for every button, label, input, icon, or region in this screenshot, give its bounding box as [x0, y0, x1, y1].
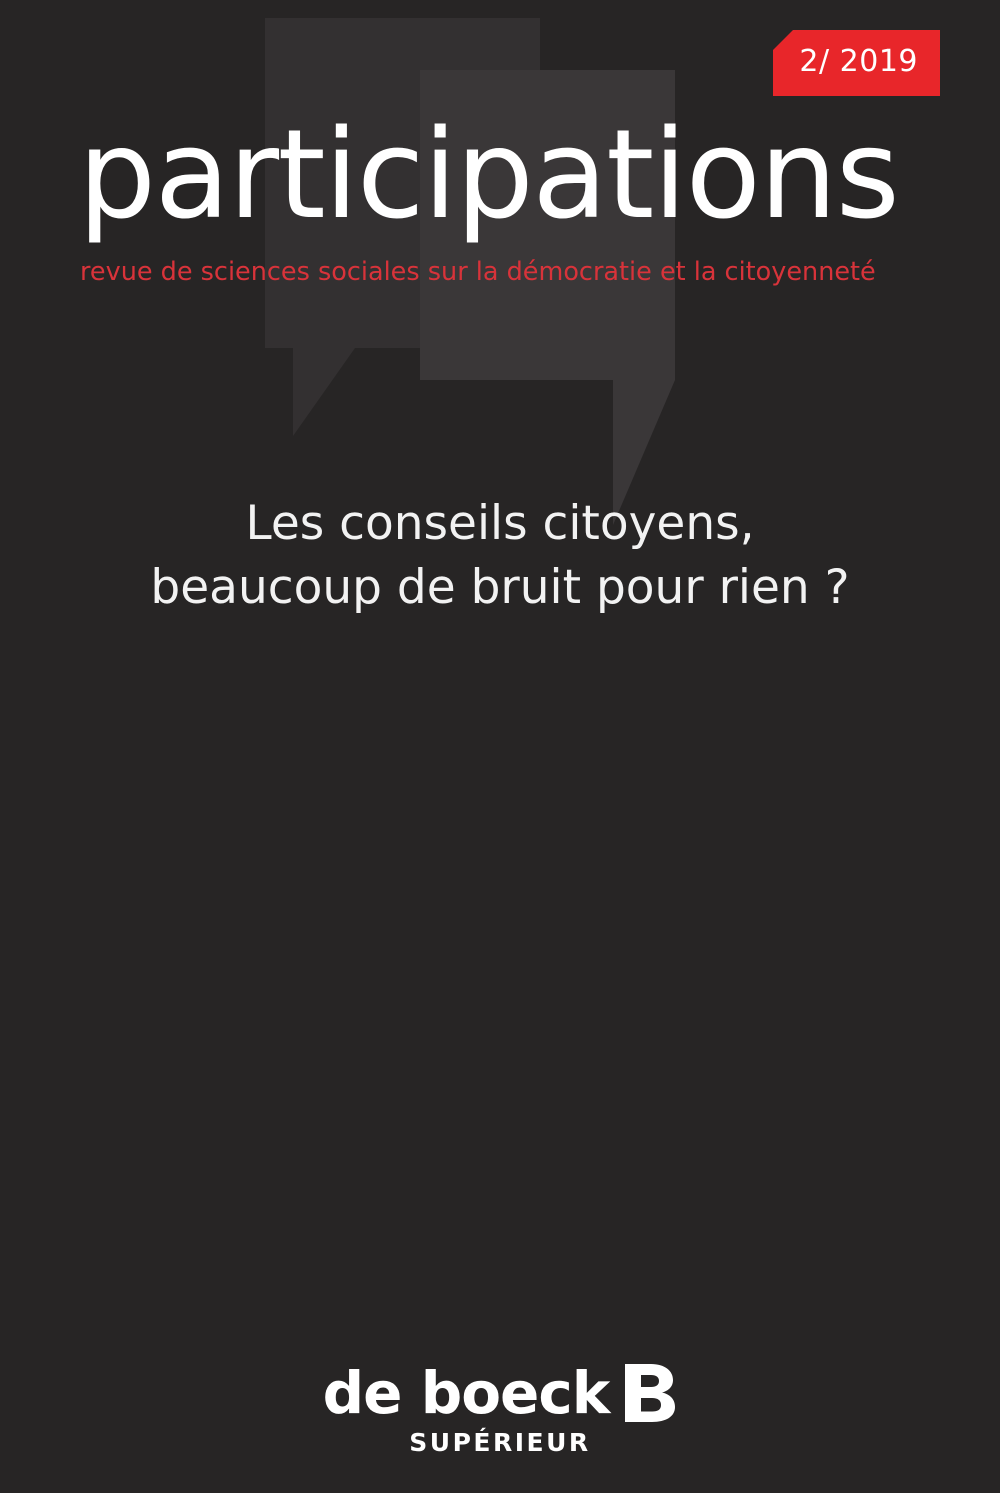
publisher-subtitle: SUPÉRIEUR	[409, 1428, 591, 1457]
deboeck-b-mark-icon	[621, 1362, 677, 1424]
journal-title: participations	[78, 104, 899, 247]
publisher-logo	[0, 1359, 1000, 1457]
issue-title-line-2: beaucoup de bruit pour rien ?	[150, 559, 850, 615]
publisher-name: de boeck	[322, 1359, 610, 1427]
issue-title	[0, 492, 1000, 620]
speech-bubble-tail	[293, 348, 355, 436]
issue-title-line-1: Les conseils citoyens,	[245, 496, 755, 551]
badge-notch-icon	[772, 29, 794, 51]
issue-number-label: 2/ 2019	[799, 44, 918, 79]
issue-badge	[773, 30, 940, 96]
journal-subtitle: revue de sciences sociales sur la démocratie et la citoyenneté	[80, 256, 876, 287]
publisher-logo-row	[322, 1359, 678, 1427]
masthead	[78, 104, 940, 287]
